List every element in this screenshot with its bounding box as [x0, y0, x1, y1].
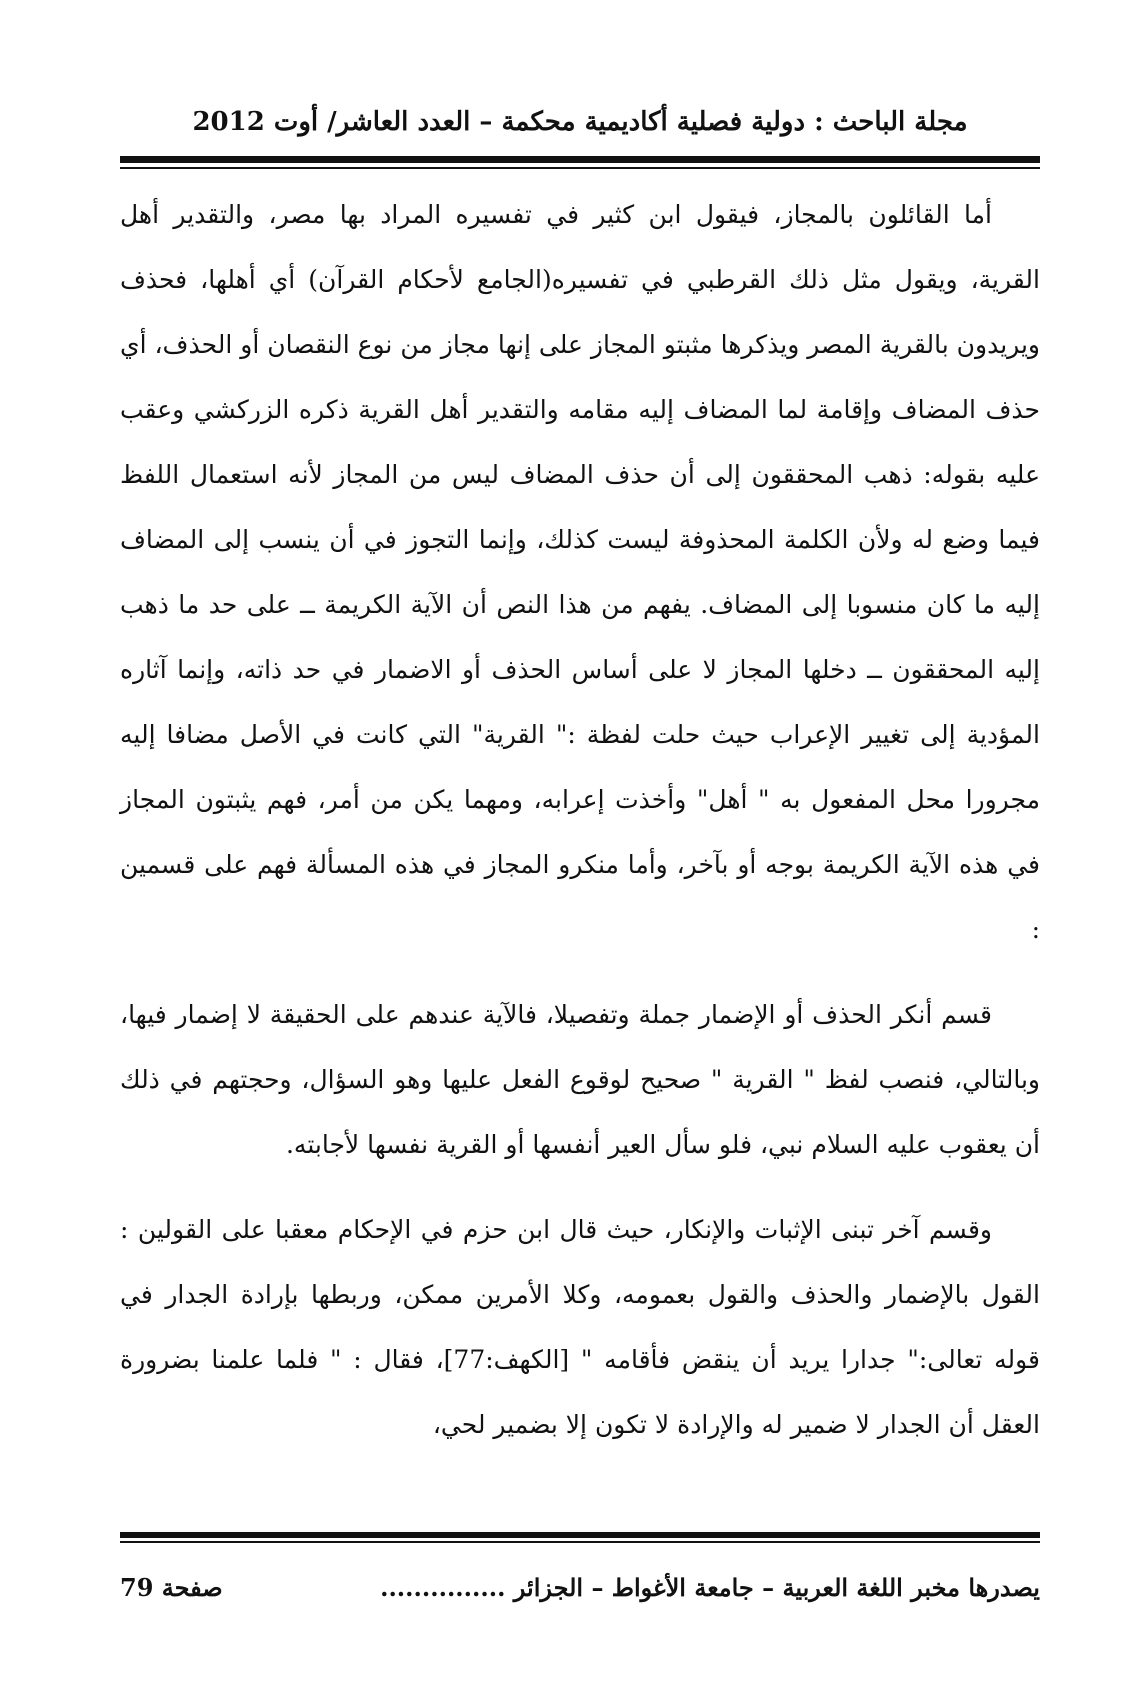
article-body: [120, 182, 1040, 1457]
footer-publisher: يصدرها مخبر اللغة العربية – جامعة الأغواط – الجزائر ...............: [380, 1573, 1040, 1602]
footer-rule-thick: [120, 1532, 1040, 1538]
header-rule-thin: [120, 167, 1040, 169]
header-rule-thick: [120, 156, 1040, 163]
page-footer: [120, 1566, 1040, 1610]
paragraph-2: قسم أنكر الحذف أو الإضمار جملة وتفصيلا، فالآية عندهم على الحقيقة لا إضمار فيها، وبالتالي، فنصب لفظ " القرية " صحيح لوقوع الفعل عليها وهو السؤال، وحجتهم في ذلك أن يعقوب عليه السلام نبي، فلو سأل العير أنفسها أو القرية نفسها لأجابته.: [120, 1000, 1040, 1159]
paragraph-3: وقسم آخر تبنى الإثبات والإنكار، حيث قال ابن حزم في الإحكام معقبا على القولين : القول بالإضمار والحذف والقول بعمومه، وكلا الأمرين ممكن، وربطها بإرادة الجدار في قوله تعالى:" جدارا يريد أن ينقض فأقامه " [الكهف:77]، فقال : " فلما علمنا بضرورة العقل أن الجدار لا ضمير له والإرادة لا تكون إلا بضمير لحي،: [120, 1215, 1040, 1439]
page-number: صفحة 79: [120, 1573, 223, 1602]
journal-header: مجلة الباحث : دولية فصلية أكاديمية محكمة – العدد العاشر/ أوت 2012: [192, 107, 968, 137]
footer-rule-thin: [120, 1541, 1040, 1543]
paragraph-1: أما القائلون بالمجاز، فيقول ابن كثير في تفسيره المراد بها مصر، والتقدير أهل القرية، ويقول مثل ذلك القرطبي في تفسيره(الجامع لأحكام القرآن) أي أهلها، فحذف ويريدون بالقرية المصر ويذكرها مثبتو المجاز على إنها مجاز من نوع النقصان أو الحذف، أي حذف المضاف وإقامة لما المضاف إليه مقامه والتقدير أهل القرية ذكره الزركشي وعقب عليه بقوله: ذهب المحققون إلى أن حذف المضاف ليس من المجاز لأنه استعمال اللفظ فيما وضع له ولأن الكلمة المحذوفة ليست كذلك، وإنما التجوز في أن ينسب إلى المضاف إليه ما كان منسوبا إلى المضاف. يفهم من هذا النص أن الآية الكريمة ــ على حد ما ذهب إليه المحققون ــ دخلها المجاز لا على أساس الحذف أو الاضمار في حد ذاته، وإنما آثاره المؤدية إلى تغيير الإعراب حيث حلت لفظة :" القرية" التي كانت في الأصل مضافا إليه مجرورا محل المفعول به " أهل" وأخذت إعرابه، ومهما يكن من أمر، فهم يثبتون المجاز في هذه الآية الكريمة بوجه أو بآخر، وأما منكرو المجاز في هذه المسألة فهم على قسمين :: [120, 200, 1040, 944]
